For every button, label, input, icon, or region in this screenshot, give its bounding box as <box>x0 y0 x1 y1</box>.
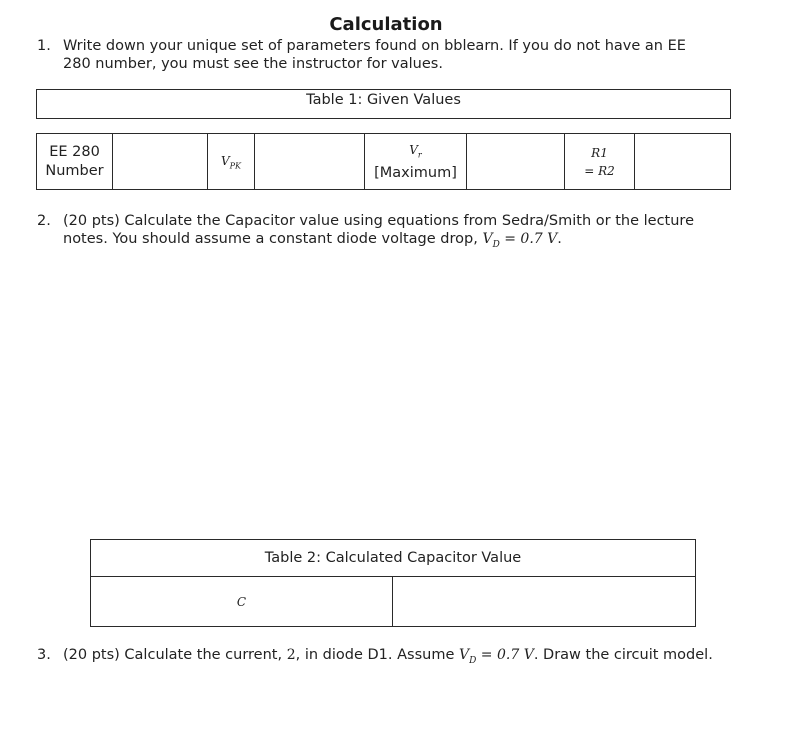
q3-vd-subscript: D <box>469 655 477 666</box>
vr-label <box>365 134 467 190</box>
question-3-prefix: (20 pts) Calculate the current, <box>63 647 287 663</box>
question-2-number: 2. <box>37 213 51 229</box>
q2-vd-value: = 0.7 V <box>499 231 558 247</box>
question-3-text <box>63 646 787 670</box>
vr-value-cell[interactable] <box>467 134 565 190</box>
capacitor-label <box>91 577 393 627</box>
question-3-middle: , in diode D1. Assume <box>295 647 459 663</box>
ee-number-label <box>37 134 113 190</box>
resistor-label <box>565 134 635 190</box>
question-2-line2-prefix: notes. You should assume a constant diode voltage drop, <box>63 231 483 247</box>
question-3-suffix: . Draw the circuit model. <box>533 647 713 663</box>
table1-caption: Table 1: Given Values <box>37 90 731 119</box>
capacitor-value-cell[interactable] <box>393 577 696 627</box>
vpk-subscript: PK <box>229 161 242 171</box>
vr-maximum-label: [Maximum] <box>374 165 457 182</box>
capacitor-table <box>90 539 696 627</box>
table1-spacer <box>37 119 731 134</box>
ee-number-value-cell[interactable] <box>113 134 208 190</box>
vr-symbol: V <box>409 142 418 157</box>
question-3 <box>37 646 787 670</box>
question-2-text <box>63 212 777 254</box>
question-1-number: 1. <box>37 38 51 54</box>
question-1-line1: Write down your unique set of parameters found on bblearn. If you do not have an EE <box>63 38 686 54</box>
resistor-value-cell[interactable] <box>635 134 731 190</box>
r1-label: R1 <box>591 145 608 160</box>
question-2-line2 <box>63 230 777 254</box>
page-title: Calculation <box>329 14 443 35</box>
question-2-line1: (20 pts) Calculate the Capacitor value using equations from Sedra/Smith or the lecture <box>63 213 694 229</box>
question-3-number: 3. <box>37 647 51 663</box>
question-2-line2-suffix: . <box>557 231 562 247</box>
question-1-text <box>63 37 777 73</box>
question-2 <box>37 212 777 254</box>
vpk-label <box>208 134 255 190</box>
q2-vd-subscript: D <box>492 239 500 250</box>
ee-label-line2: Number <box>45 162 104 179</box>
current-symbol: 2 <box>286 647 296 663</box>
q2-vd-symbol: V <box>482 231 493 247</box>
capacitor-symbol: C <box>236 594 247 609</box>
q3-vd-symbol: V <box>459 647 470 663</box>
vpk-value-cell[interactable] <box>255 134 365 190</box>
q3-vd-value: = 0.7 V <box>476 647 534 663</box>
vpk-symbol: V <box>220 153 230 168</box>
vr-subscript: r <box>417 150 422 160</box>
question-1-line2: 280 number, you must see the instructor for values. <box>63 56 443 72</box>
r2-label: = R2 <box>584 163 615 178</box>
question-1 <box>37 37 777 73</box>
given-values-table <box>36 89 731 190</box>
ee-label-line1: EE 280 <box>49 143 100 160</box>
table2-caption: Table 2: Calculated Capacitor Value <box>91 540 696 577</box>
